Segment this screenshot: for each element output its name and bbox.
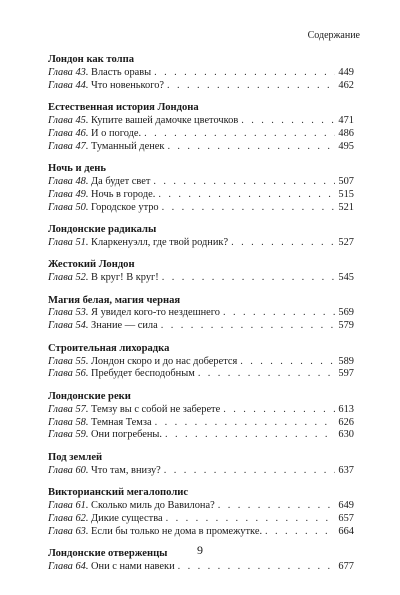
toc-entry <box>48 176 354 189</box>
entry-label <box>48 465 161 478</box>
dot-leader <box>231 237 335 250</box>
entry-label <box>48 356 237 369</box>
chapter-number: Глава 64. <box>48 560 89 572</box>
toc-entry <box>48 128 354 141</box>
page-number: 626 <box>338 416 354 428</box>
toc-entry <box>48 513 354 526</box>
dot-leader <box>166 513 336 526</box>
dot-leader <box>241 115 335 128</box>
toc-entry <box>48 189 354 202</box>
chapter-number: Глава 43. <box>48 66 89 78</box>
section-title: Строительная лихорадка <box>48 342 170 354</box>
chapter-title: Да будет свет <box>91 176 151 188</box>
entry-label <box>48 429 162 442</box>
section-title: Викторианский мегалополис <box>48 486 189 498</box>
chapter-number: Глава 50. <box>48 201 89 213</box>
entry-label <box>48 500 215 513</box>
toc-entry <box>48 526 354 539</box>
page-number: 597 <box>338 368 354 380</box>
toc-entry <box>48 141 354 154</box>
dot-leader <box>144 128 335 141</box>
section-title: Жестокий Лондон <box>48 259 135 271</box>
section-title: Лондонские радикалы <box>48 224 157 236</box>
dot-leader <box>218 500 336 513</box>
toc-entry <box>48 115 354 128</box>
chapter-number: Глава 60. <box>48 464 89 476</box>
section-title: Лондонские отверженцы <box>48 548 168 559</box>
chapter-number: Глава 47. <box>48 140 89 152</box>
dot-leader <box>223 404 335 417</box>
chapter-title: Пребудет бесподобным <box>91 368 195 380</box>
chapter-title: Лондон скоро и до нас доберется <box>91 355 238 367</box>
toc-entry <box>48 368 354 381</box>
entry-label <box>48 67 151 80</box>
entry-label <box>48 320 158 333</box>
dot-leader <box>153 176 335 189</box>
chapter-title: Я увидел кого-то нездешнего <box>91 307 220 319</box>
chapter-title: В круг! В круг! <box>91 272 159 284</box>
toc-section <box>48 487 354 539</box>
entry-label <box>48 189 155 202</box>
page-number: 613 <box>338 403 354 415</box>
entry-label <box>48 176 150 189</box>
chapter-number: Глава 61. <box>48 499 89 511</box>
page-number: 527 <box>338 237 354 249</box>
toc-entry <box>48 307 354 320</box>
table-of-contents <box>48 54 354 583</box>
toc-section <box>48 102 354 154</box>
toc-section <box>48 54 354 93</box>
page-number: 486 <box>338 127 354 139</box>
page-number: 649 <box>338 499 354 511</box>
page-number: 495 <box>338 140 354 152</box>
entry-label <box>48 141 164 154</box>
dot-leader <box>165 429 335 442</box>
page-number: 677 <box>338 560 354 572</box>
dot-leader <box>162 202 336 215</box>
running-head: Содержание <box>307 30 360 41</box>
dot-leader <box>265 526 335 539</box>
dot-leader <box>167 80 335 93</box>
chapter-title: Темная Темза <box>91 416 152 428</box>
chapter-title: Они с нами навеки <box>91 560 175 572</box>
chapter-number: Глава 56. <box>48 368 89 380</box>
toc-entry <box>48 404 354 417</box>
toc-entry <box>48 417 354 430</box>
page-number: 521 <box>338 201 354 213</box>
chapter-number: Глава 48. <box>48 176 89 188</box>
chapter-number: Глава 62. <box>48 512 89 524</box>
page-number: 507 <box>338 176 354 188</box>
toc-section <box>48 452 354 478</box>
entry-label <box>48 115 238 128</box>
page-number: 462 <box>338 79 354 91</box>
toc-entry <box>48 272 354 285</box>
toc-entry <box>48 320 354 333</box>
toc-entry <box>48 202 354 215</box>
chapter-number: Глава 51. <box>48 237 89 249</box>
chapter-title: Что там, внизу? <box>91 464 161 476</box>
toc-section <box>48 224 354 250</box>
entry-label <box>48 561 175 574</box>
chapter-title: Кларкенуэлл, где твой родник? <box>91 237 229 249</box>
toc-section <box>48 259 354 285</box>
page-number: 664 <box>338 525 354 537</box>
chapter-number: Глава 49. <box>48 188 89 200</box>
chapter-number: Глава 54. <box>48 320 89 332</box>
chapter-title: Ночь в городе. <box>91 188 156 200</box>
chapter-number: Глава 59. <box>48 429 89 441</box>
entry-label <box>48 404 220 417</box>
section-title: Лондон как толпа <box>48 54 134 65</box>
toc-entry <box>48 465 354 478</box>
dot-leader <box>158 189 335 202</box>
section-title: Ночь и день <box>48 163 107 175</box>
chapter-title: Знание — сила <box>91 320 158 332</box>
section-title: Лондонские реки <box>48 390 131 402</box>
toc-entry <box>48 500 354 513</box>
page-number: 637 <box>338 464 354 476</box>
toc-entry <box>48 429 354 442</box>
chapter-number: Глава 52. <box>48 272 89 284</box>
chapter-number: Глава 63. <box>48 525 89 537</box>
dot-leader <box>178 561 336 574</box>
section-title: Магия белая, магия черная <box>48 294 181 306</box>
toc-entry <box>48 80 354 93</box>
toc-section <box>48 391 354 443</box>
chapter-title: И о погоде. <box>91 127 142 139</box>
entry-label <box>48 307 220 320</box>
chapter-title: Сколько миль до Вавилона? <box>91 499 215 511</box>
chapter-title: Если бы только не дома в промежутке. <box>91 525 263 537</box>
entry-label <box>48 272 159 285</box>
chapter-number: Глава 57. <box>48 403 89 415</box>
chapter-number: Глава 58. <box>48 416 89 428</box>
page-number: 589 <box>338 355 354 367</box>
page-number: 657 <box>338 512 354 524</box>
chapter-title: Городское утро <box>91 201 159 213</box>
toc-entry <box>48 356 354 369</box>
toc-section <box>48 295 354 334</box>
chapter-title: Дикие существа <box>91 512 163 524</box>
chapter-number: Глава 53. <box>48 307 89 319</box>
page-number: 630 <box>338 429 354 441</box>
entry-label <box>48 237 228 250</box>
entry-label <box>48 513 163 526</box>
toc-entry <box>48 237 354 250</box>
page-number: 515 <box>338 188 354 200</box>
page-number: 569 <box>338 307 354 319</box>
chapter-title: Что новенького? <box>91 79 165 91</box>
chapter-number: Глава 46. <box>48 127 89 139</box>
dot-leader <box>240 356 335 369</box>
chapter-title: Власть оравы <box>91 66 152 78</box>
dot-leader <box>164 465 336 478</box>
folio-page-number: 9 <box>197 543 203 557</box>
page-number: 545 <box>338 272 354 284</box>
chapter-number: Глава 55. <box>48 355 89 367</box>
page-number: 471 <box>338 115 354 127</box>
section-title: Естественная история Лондона <box>48 102 199 114</box>
chapter-title: Туманный денек <box>91 140 165 152</box>
entry-label <box>48 417 152 430</box>
dot-leader <box>198 368 336 381</box>
chapter-number: Глава 44. <box>48 79 89 91</box>
chapter-title: Купите вашей дамочке цветочков <box>91 115 239 127</box>
entry-label <box>48 368 195 381</box>
page-number: 449 <box>338 66 354 78</box>
dot-leader <box>154 67 335 80</box>
toc-section <box>48 343 354 382</box>
entry-label <box>48 526 262 539</box>
chapter-title: Темзу вы с собой не заберете <box>91 403 221 415</box>
chapter-number: Глава 45. <box>48 115 89 127</box>
page-number: 579 <box>338 320 354 332</box>
dot-leader <box>223 307 335 320</box>
entry-label <box>48 128 141 141</box>
entry-label <box>48 80 164 93</box>
dot-leader <box>161 320 336 333</box>
dot-leader <box>167 141 335 154</box>
entry-label <box>48 202 159 215</box>
section-title: Под землей <box>48 451 103 463</box>
dot-leader <box>162 272 336 285</box>
toc-entry <box>48 67 354 80</box>
chapter-title: Они погребены. <box>91 429 162 441</box>
dot-leader <box>155 417 336 430</box>
toc-section <box>48 163 354 215</box>
toc-entry <box>48 561 354 574</box>
